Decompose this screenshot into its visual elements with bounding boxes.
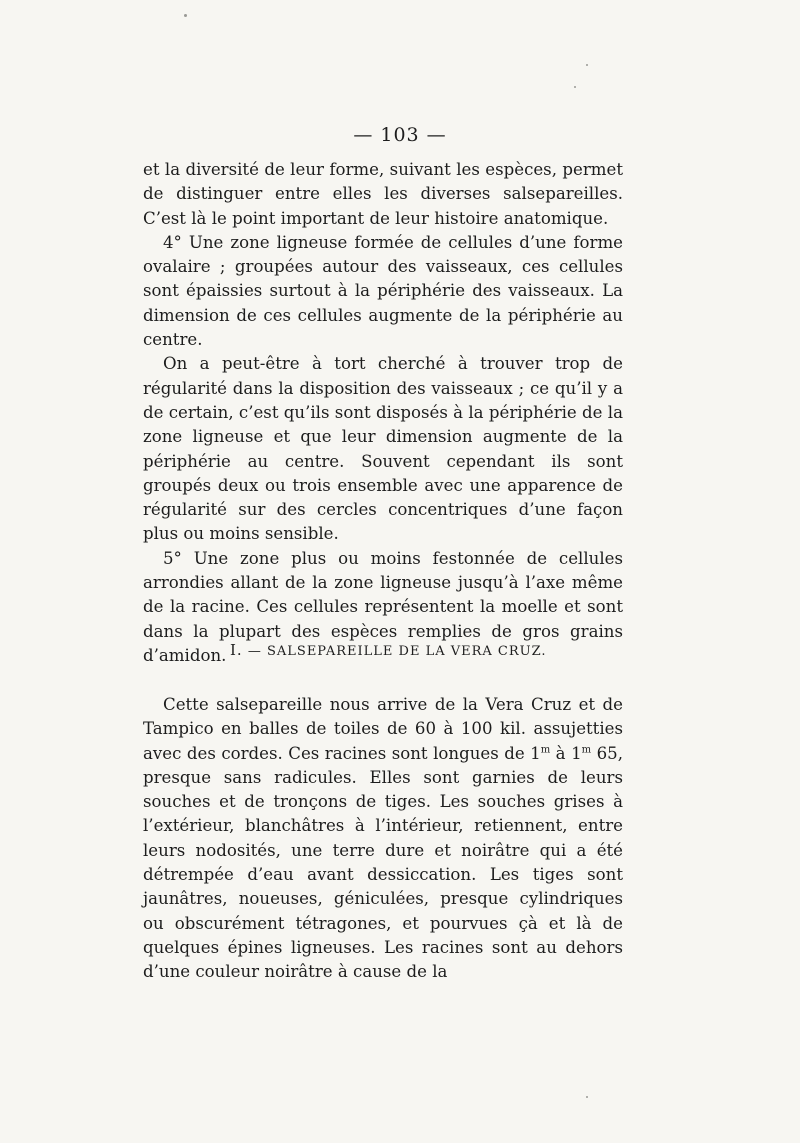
unit-meter-2: m [581,744,592,756]
paragraph-continuation: et la diversité de leur forme, suivant les espèces, permet de distinguer entre elles les diverses salsepareilles. C’est là le point important de leur histoire anatomique. [143,160,623,228]
paragraph-zone-4: 4° Une zone ligneuse formée de cellules d’une forme ovalaire ; groupées autour des vaisseaux, ces cellules sont épaissies surtout à la périphérie des vaisseaux. La dimension de ces cellules augmente de la périphérie au centre. [143,232,623,350]
paper-speck [184,14,187,17]
section-dash: — [247,644,262,659]
page-number: — 103 — [353,124,447,146]
paragraph-text-part-1: Cette salsepareille nous arrive de la Vera Cruz et de Tampico en balles de toiles de 60 à 100 kil. assujetties avec des cordes. Ces racines sont longues de 1 [143,695,623,763]
paper-speck [574,86,576,88]
paper-speck [586,64,588,66]
text-block-anatomy [143,158,623,668]
paragraph-text-part-3: 65, presque sans radicules. Elles sont garnies de leurs souches et de tronçons de tiges. Les souches grises à l’extérieur, blanchâtres à l’intérieur, retiennent, entre leurs nodosités, une terre dure et noirâtre qui a été détrempée d’eau avant dessiccation. Les tiges sont jaunâtres, noueuses, géniculées, presque cylindriques ou obscurément tétragones, et pourvues çà et là de quelques épines ligneuses. Les racines sont au dehors d’une couleur noirâtre à cause de la [143,743,623,982]
paragraph-vera-cruz [143,693,623,985]
section-heading [230,641,630,659]
section-title: SALSEPAREILLE DE LA VERA CRUZ. [266,644,547,659]
paragraph-zone-5: 5° Une zone plus ou moins festonnée de cellules arrondies allant de la zone ligneuse jusqu’à l’axe même de la racine. Ces cellules représentent la moelle et sont dans la plupart des espèces remplies de gros grains d’amidon. [143,548,623,665]
paragraph-text-part-2: à 1 [550,743,582,763]
unit-meter-1: m [540,744,551,756]
section-numeral: I. [230,641,243,659]
text-block-vera-cruz [143,693,623,985]
paper-speck [586,1096,588,1098]
paragraph-vessels: On a peut-être à tort cherché à trouver trop de régularité dans la disposition des vaisseaux ; ce qu’il y a de certain, c’est qu’ils sont disposés à la périphérie de la zone ligneuse et que leur dimension augmente de la périphérie au centre. Souvent cependant ils sont groupés deux ou trois ensemble avec une apparence de régularité sur des cercles concentriques d’une façon plus ou moins sensible. [143,354,623,544]
